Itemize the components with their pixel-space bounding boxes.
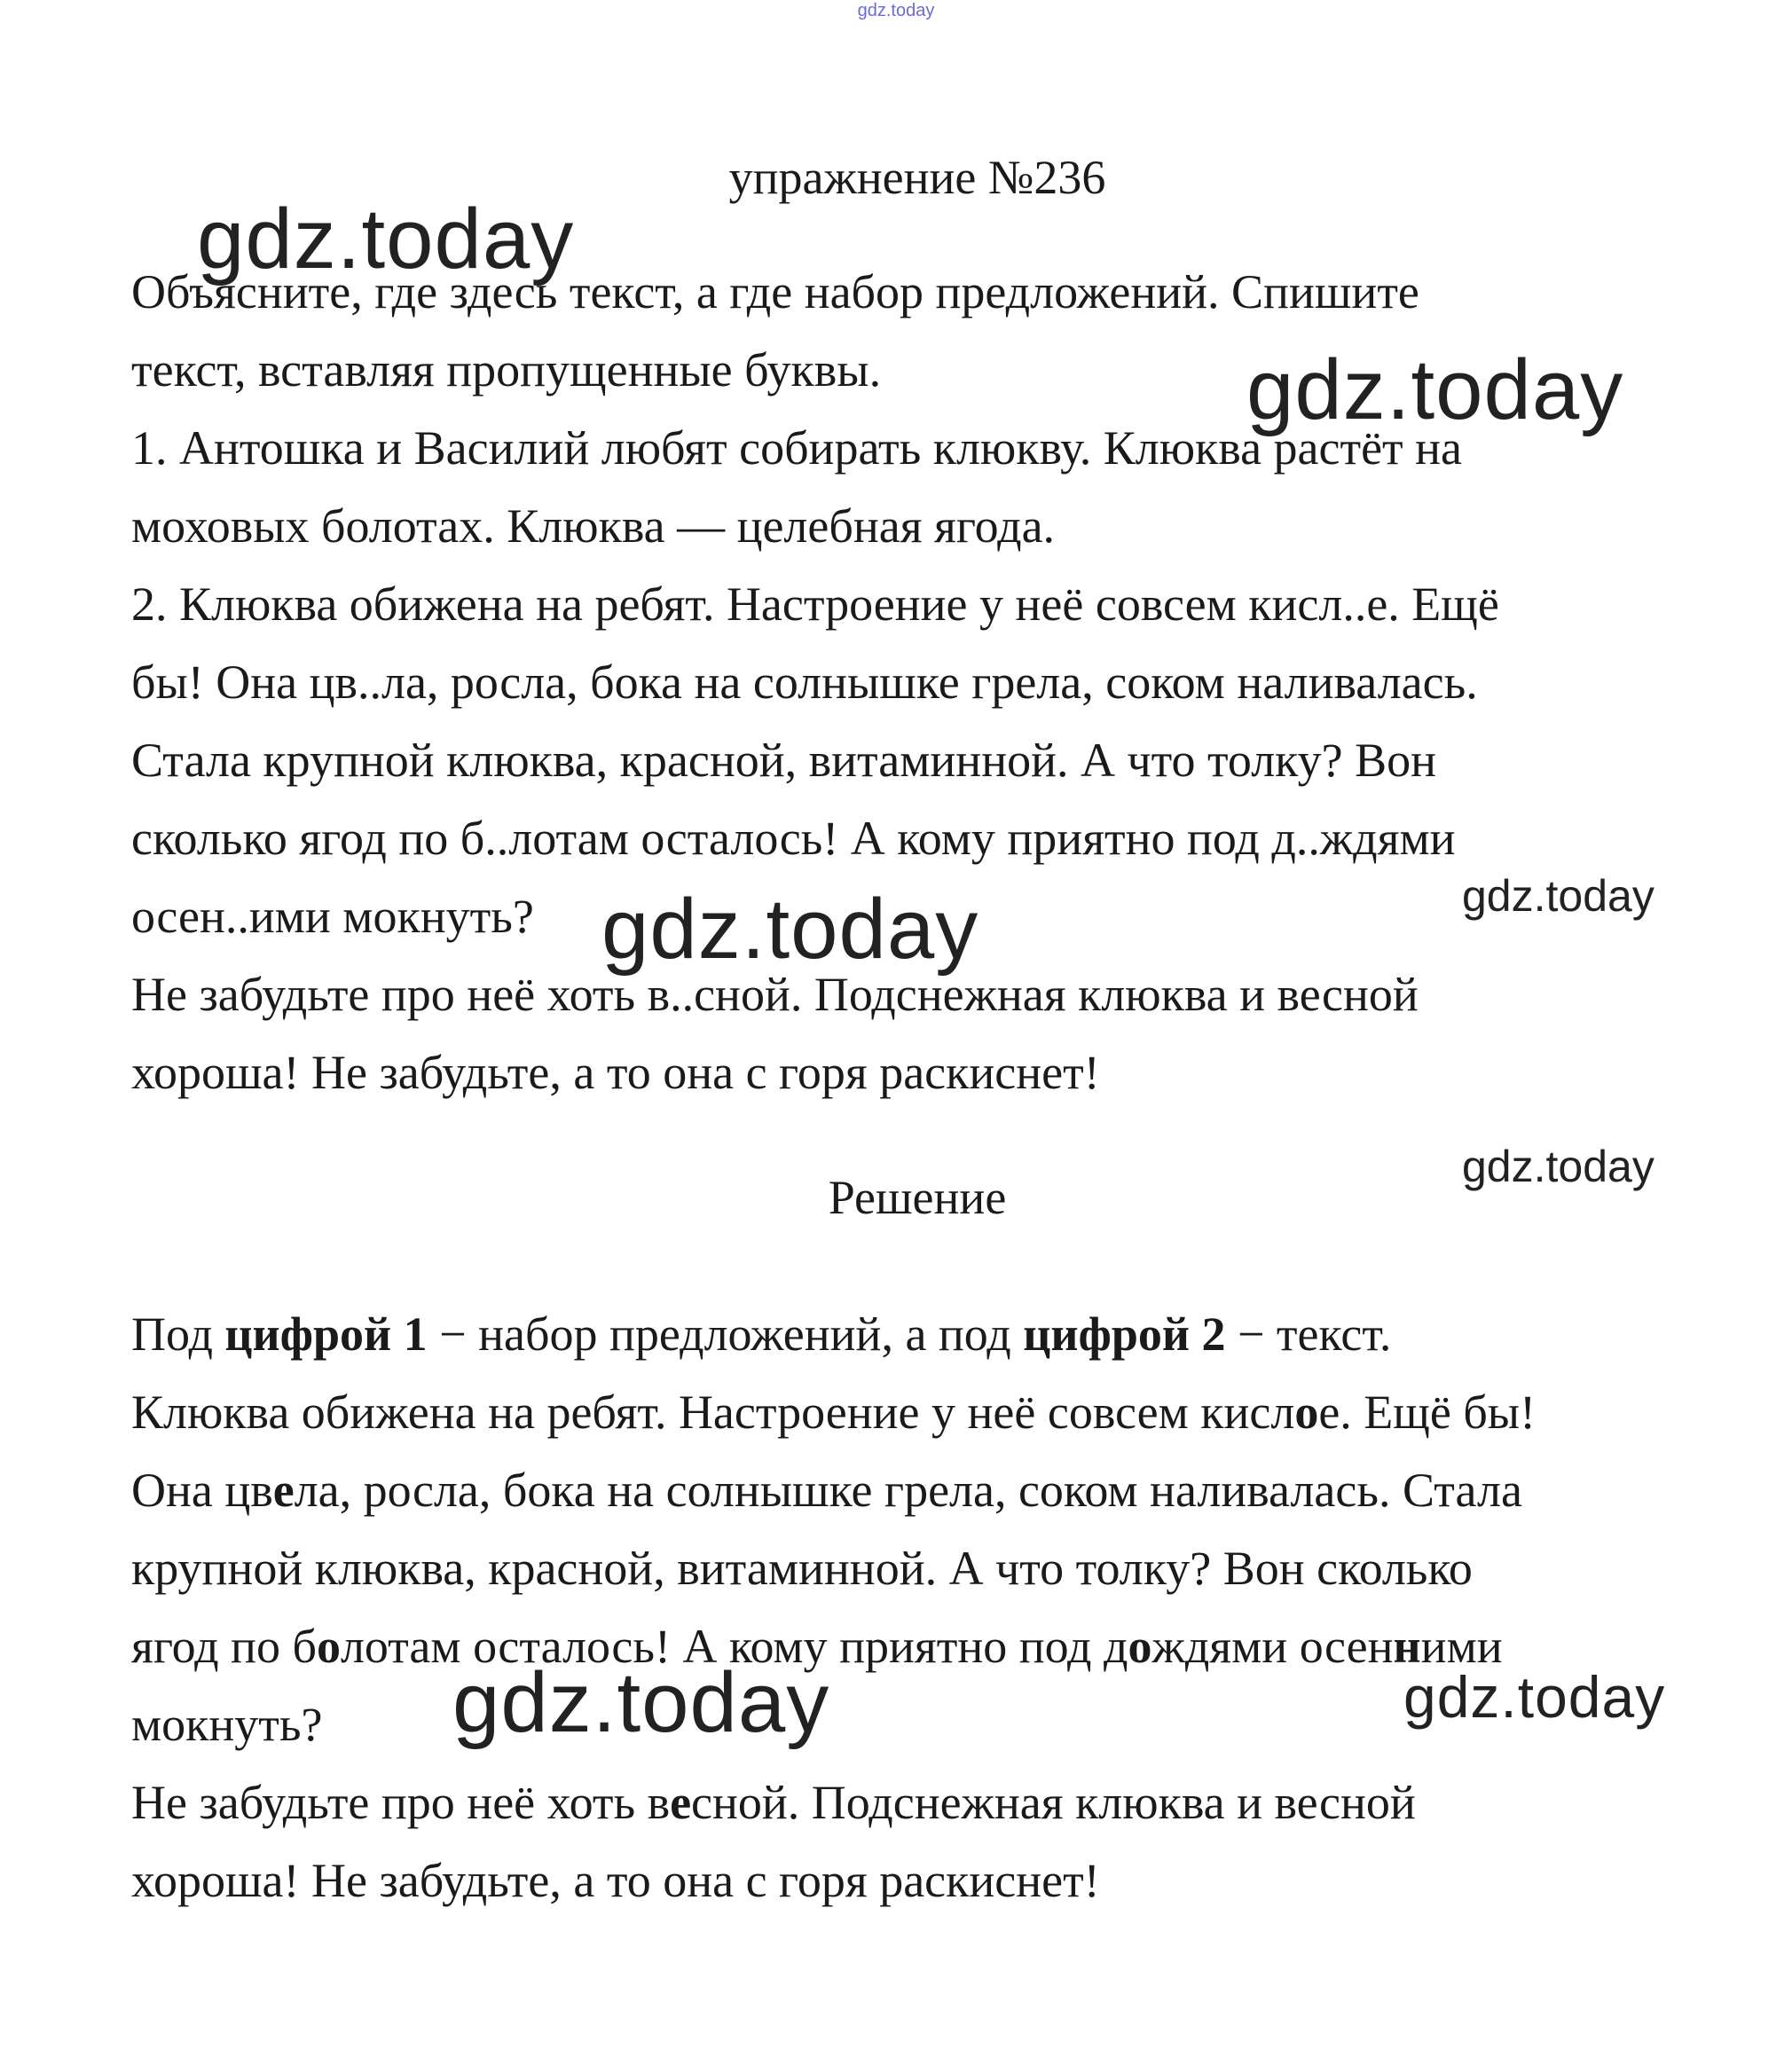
top-watermark: gdz.today [857,1,935,20]
answer-bold-run: цифрой 2 [1023,1307,1226,1361]
task-line: сколько ягод по б..лотам осталось! А кому приятно под д..ждями [131,812,1456,865]
watermark: gdz.today [452,1655,830,1750]
watermark: gdz.today [1246,342,1624,437]
answer-text-run: − текст. [1225,1307,1392,1361]
answer-text-run: Под [131,1307,225,1361]
answer-line [131,1373,1728,1451]
watermark: gdz.today [601,882,979,977]
task-line: текст, вставляя пропущенные буквы. [131,343,882,397]
task-line: моховых болотах. Клюква — целебная ягода. [131,499,1056,553]
watermark: gdz.today [1462,1142,1654,1191]
answer-text-run: ждями осен [1151,1620,1394,1673]
answer-line [131,1763,1728,1841]
answer-text-run: крупной клюква, красной, витаминной. А что толку? Вон сколько [131,1542,1473,1595]
answer-text-run: ягод по б [131,1620,317,1673]
answer-text-run: ими [1420,1620,1503,1673]
answer-text-run: Она цв [131,1464,273,1517]
inserted-letter: е [272,1464,295,1517]
task-line: осен..ими мокнуть? [131,890,534,943]
exercise-title: упражнение №236 [728,151,1106,204]
watermark: gdz.today [197,192,575,287]
answer-text [131,1295,1728,1920]
task-line: бы! Она цв..ла, росла, бока на солнышке грела, соком наливалась. [131,656,1478,709]
task-line: Стала крупной клюква, красной, витаминной. А что толку? Вон [131,734,1437,787]
inserted-letter: о [1294,1386,1319,1439]
answer-text-run: е. Ещё бы! [1318,1386,1537,1439]
inserted-letter: о [316,1620,341,1673]
answer-line [131,1529,1728,1607]
answer-line [131,1841,1728,1920]
answer-text-run: хороша! Не забудьте, а то она с горя раскиснет! [131,1854,1100,1907]
answer-text-run: Не забудьте про неё хоть в [131,1776,671,1829]
inserted-letter: о [1128,1620,1152,1673]
answer-text-run: Клюква обижена на ребят. Настроение у неё совсем кисл [131,1386,1295,1439]
solution-title: Решение [828,1171,1007,1224]
answer-text-run: мокнуть? [131,1698,323,1751]
task-line: 1. Антошка и Василий любят собирать клюкву. Клюква растёт на [131,421,1463,475]
task-line: 2. Клюква обижена на ребят. Настроение у неё совсем кисл..е. Ещё [131,577,1499,631]
watermark: gdz.today [1462,871,1654,921]
answer-bold-run: цифрой 1 [224,1307,428,1361]
answer-text-run: лотам осталось! А кому приятно под д [340,1620,1128,1673]
task-line: Не забудьте про неё хоть в..сной. Подснежная клюква и весной [131,968,1419,1021]
answer-text-run: сной. Подснежная клюква и весной [691,1776,1416,1829]
inserted-letter: е [670,1776,692,1829]
answer-line [131,1451,1728,1529]
answer-text-run: ла, росла, бока на солнышке грела, соком наливалась. Стала [294,1464,1522,1517]
task-line: хороша! Не забудьте, а то она с горя раскиснет! [131,1046,1100,1099]
watermark: gdz.today [1403,1664,1666,1730]
task-line: Объясните, где здесь текст, а где набор предложений. Спишите [131,265,1419,318]
answer-text-run: − набор предложений, а под [427,1307,1024,1361]
answer-line [131,1295,1728,1373]
inserted-letter: н [1393,1620,1421,1673]
